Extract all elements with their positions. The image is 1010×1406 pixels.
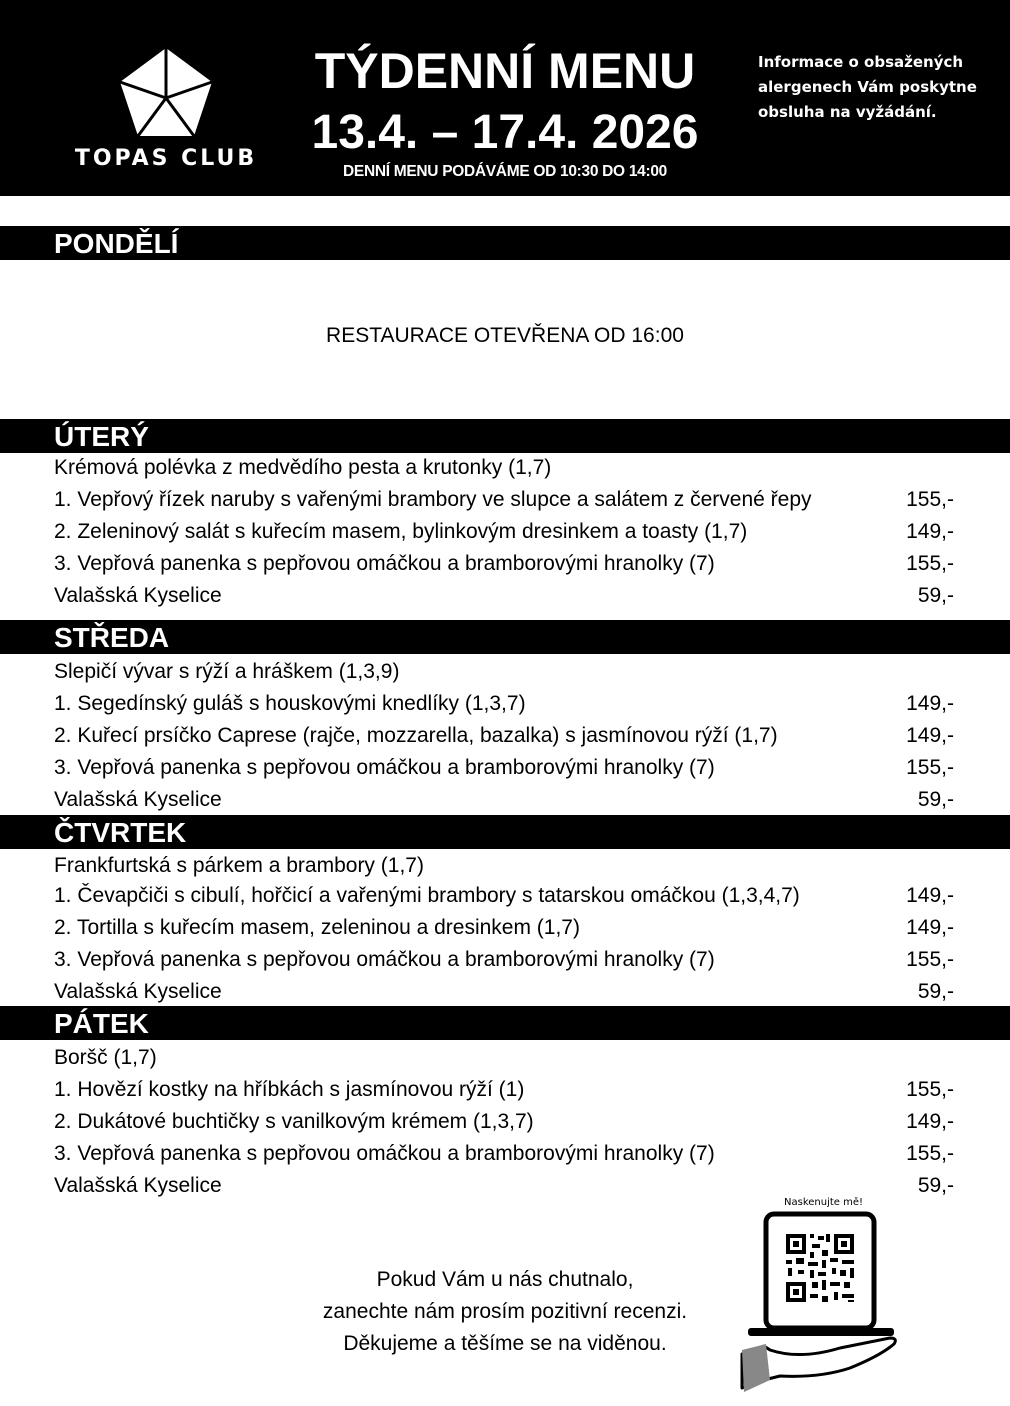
day-header-friday [0, 1006, 1010, 1040]
dish-name: 1. Čevapčiči s cibulí, hořčicí a vařenými brambory s tatarskou omáčkou (1,3,4,7) [54, 884, 800, 907]
dish-name: 3. Vepřová panenka s pepřovou omáčkou a bramborovými hranolky (7) [54, 552, 715, 575]
qr-tablet-hand-icon [740, 1210, 910, 1395]
dish-price: 155,- [906, 552, 954, 575]
menu-item [54, 656, 954, 688]
dish-name: Valašská Kyselice [54, 980, 222, 1003]
dish-price: 149,- [906, 692, 954, 715]
menu-item [54, 880, 954, 912]
dish-name: Valašská Kyselice [54, 1174, 222, 1197]
menu-item [54, 1106, 954, 1138]
menu-item [54, 1138, 954, 1170]
footer-line: zanechte nám prosím pozitivní recenzi. [322, 1300, 688, 1323]
dish-name: Slepičí vývar s rýží a hráškem (1,3,9) [54, 660, 400, 683]
footer-line: Děkujeme a těšíme se na viděnou. [343, 1332, 667, 1355]
dish-price: 149,- [906, 1110, 954, 1133]
day-name: STŘEDA [54, 622, 170, 653]
pentagon-logo-icon [118, 46, 214, 140]
dish-name: 2. Kuřecí prsíčko Caprese (rajče, mozzarella, bazalka) s jasmínovou rýží (1,7) [54, 724, 778, 747]
dish-name: 3. Vepřová panenka s pepřovou omáčkou a bramborovými hranolky (7) [54, 948, 715, 971]
serving-hours: DENNÍ MENU PODÁVÁME OD 10:30 DO 14:00 [343, 163, 667, 180]
allergen-line: Informace o obsažených [758, 53, 964, 71]
menu-item [54, 688, 954, 720]
dish-name: 2. Dukátové buchtičky s vanilkovým krémem (1,3,7) [54, 1110, 534, 1133]
day-header-thursday [0, 815, 1010, 849]
menu-item [54, 452, 954, 484]
day-name: ÚTERÝ [54, 421, 149, 452]
dish-name: Frankfurtská s párkem a brambory (1,7) [54, 854, 424, 877]
dish-name: Valašská Kyselice [54, 788, 222, 811]
dish-price: 59,- [917, 788, 954, 811]
dish-price: 155,- [906, 948, 954, 971]
menu-dates: 13.4. – 17.4. 2026 [311, 106, 699, 159]
day-name: ČTVRTEK [54, 817, 187, 848]
dish-name: Krémová polévka z medvědího pesta a krutonky (1,7) [54, 456, 552, 479]
dish-name: 3. Vepřová panenka s pepřovou omáčkou a bramborovými hranolky (7) [54, 1142, 715, 1165]
day-header-wednesday [0, 620, 1010, 654]
menu-item [54, 548, 954, 580]
menu-item [54, 976, 954, 1008]
dish-price: 155,- [906, 1078, 954, 1101]
menu-item [54, 944, 954, 976]
allergen-line: obsluha na vyžádání. [758, 103, 937, 121]
dish-name: 1. Segedínský guláš s houskovými knedlíky (1,3,7) [54, 692, 526, 715]
dish-name: 2. Zeleninový salát s kuřecím masem, bylinkovým dresinkem a toasty (1,7) [54, 520, 748, 543]
menu-item [54, 850, 954, 882]
logo [68, 42, 264, 182]
closed-notice: RESTAURACE OTEVŘENA OD 16:00 [326, 324, 684, 347]
review-request [280, 1264, 730, 1360]
scan-label: Naskenujte mě! [784, 1197, 864, 1208]
header [0, 0, 1010, 196]
menu-item [54, 720, 954, 752]
dish-price: 155,- [906, 488, 954, 511]
menu-item [54, 752, 954, 784]
menu-item [54, 1074, 954, 1106]
menu-item [54, 516, 954, 548]
footer-line: Pokud Vám u nás chutnalo, [376, 1268, 634, 1291]
menu-title: TÝDENNÍ MENU [314, 43, 696, 99]
menu-item [54, 784, 954, 816]
dish-name: 1. Vepřový řízek naruby s vařenými brambory ve slupce a salátem z červené řepy [54, 488, 812, 511]
allergen-line: alergenech Vám poskytne [758, 78, 977, 96]
dish-price: 59,- [917, 1174, 954, 1197]
dish-name: Boršč (1,7) [54, 1046, 157, 1069]
menu-item [54, 580, 954, 612]
allergen-info [758, 50, 988, 125]
dish-price: 149,- [906, 520, 954, 543]
dish-name: 2. Tortilla s kuřecím masem, zeleninou a dresinkem (1,7) [54, 916, 580, 939]
day-name: PÁTEK [54, 1008, 149, 1039]
dish-price: 149,- [906, 884, 954, 907]
dish-price: 59,- [917, 584, 954, 607]
dish-price: 59,- [917, 980, 954, 1003]
menu-item [54, 1042, 954, 1074]
day-header-tuesday [0, 419, 1010, 453]
dish-name: Valašská Kyselice [54, 584, 222, 607]
day-header-monday [0, 226, 1010, 260]
day-name: PONDĚLÍ [54, 228, 179, 259]
dish-price: 155,- [906, 756, 954, 779]
dish-price: 155,- [906, 1142, 954, 1165]
dish-price: 149,- [906, 916, 954, 939]
menu-item [54, 912, 954, 944]
dish-name: 3. Vepřová panenka s pepřovou omáčkou a bramborovými hranolky (7) [54, 756, 715, 779]
logo-text: TOPAS CLUB [74, 146, 258, 171]
dish-name: 1. Hovězí kostky na hříbkách s jasmínovou rýží (1) [54, 1078, 525, 1101]
menu-item [54, 484, 954, 516]
dish-price: 149,- [906, 724, 954, 747]
